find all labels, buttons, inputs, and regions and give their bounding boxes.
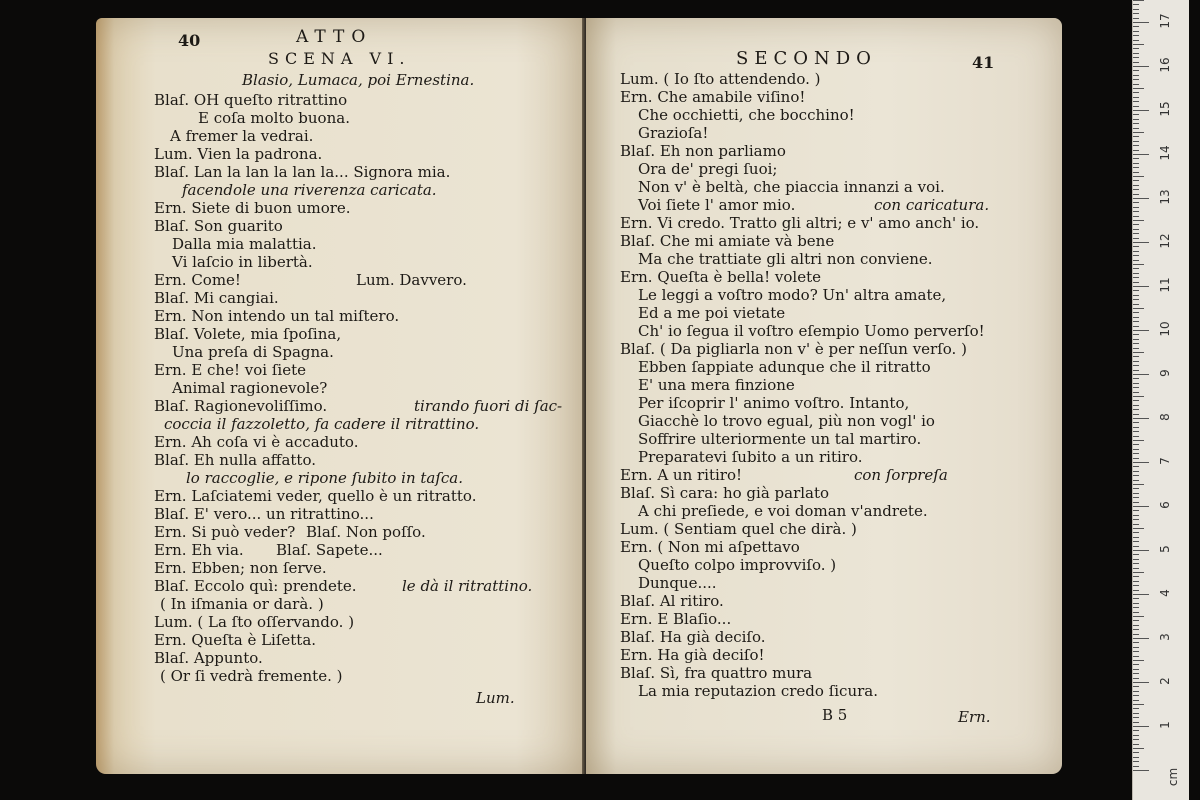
ruler-tick	[1133, 678, 1139, 679]
ruler-number: 7	[1158, 457, 1172, 465]
left-page-text-line: Ern. E che! voi ſiete	[154, 361, 306, 379]
ruler-tick	[1133, 462, 1149, 463]
ruler-unit-label: cm	[1166, 767, 1180, 787]
ruler-tick	[1133, 400, 1139, 401]
left-page-text-line: Ern. Ebben; non ſerve.	[154, 559, 327, 577]
ruler-tick	[1133, 321, 1139, 322]
left-page-text-line: Blaſ. Lan la lan la lan la... Signora mia.	[154, 163, 451, 181]
ruler-tick	[1133, 761, 1139, 762]
ruler-tick	[1133, 211, 1139, 212]
ruler-tick	[1133, 128, 1139, 129]
ruler-tick	[1133, 317, 1139, 318]
ruler-tick	[1133, 273, 1139, 274]
ruler-number: 17	[1158, 13, 1172, 29]
right-page-text-line: Che occhietti, che bocchino!	[638, 106, 855, 124]
ruler-tick	[1133, 163, 1139, 164]
left-page-text-line: Lum. Davvero.	[356, 271, 467, 289]
ruler-tick	[1133, 766, 1139, 767]
ruler-tick	[1133, 770, 1149, 771]
left-page-text-line: facendole una riverenza caricata.	[182, 181, 437, 199]
left-page-text-line: Blaſ. Mi cangiai.	[154, 289, 279, 307]
right-page-text-line: Grazioſa!	[638, 124, 709, 142]
left-page-text-line: Blaſ. Sapete...	[276, 541, 383, 559]
left-page-text-line: Dalla mia malattia.	[172, 235, 317, 253]
ruler-tick	[1133, 686, 1139, 687]
ruler-tick	[1133, 612, 1139, 613]
ruler-tick	[1133, 616, 1144, 617]
ruler-tick	[1133, 238, 1139, 239]
left-page-text-line: Blaſ. Appunto.	[154, 649, 263, 667]
ruler-tick	[1133, 744, 1139, 745]
ruler-tick	[1133, 691, 1139, 692]
left-page-text-line: ( Or ſi vedrà fremente. )	[160, 667, 343, 685]
ruler-tick	[1133, 268, 1139, 269]
ruler-tick	[1133, 48, 1139, 49]
ruler-tick	[1133, 290, 1139, 291]
ruler-tick	[1133, 233, 1139, 234]
right-page	[586, 18, 1062, 774]
ruler-tick	[1133, 735, 1139, 736]
ruler-tick	[1133, 110, 1149, 111]
ruler-tick	[1133, 88, 1144, 89]
ruler-tick	[1133, 40, 1139, 41]
ruler-number: 6	[1158, 501, 1172, 509]
ruler-tick	[1133, 198, 1149, 199]
ruler-tick	[1133, 299, 1139, 300]
ruler-tick	[1133, 251, 1139, 252]
left-page-text-line: ( In iſmania or darà. )	[160, 595, 324, 613]
right-page-text-line: con ſorpreſa	[854, 466, 948, 484]
right-page-text-line: Ern. E Blaſio...	[620, 610, 732, 628]
ruler-number: 8	[1158, 413, 1172, 421]
ruler-tick	[1133, 106, 1139, 107]
left-page-text-line: le dà il ritrattino.	[402, 577, 533, 595]
ruler-tick	[1133, 216, 1139, 217]
ruler-tick	[1133, 365, 1139, 366]
scene-characters: Blasio, Lumaca, poi Ernestina.	[242, 71, 475, 89]
right-page-text-line: Voi ſiete l' amor mio.	[638, 196, 796, 214]
ruler-number: 11	[1158, 277, 1172, 293]
right-page-text-line: Ern. ( Non mi aſpettavo	[620, 538, 800, 556]
ruler-tick	[1133, 651, 1139, 652]
right-page-text-line: Giacchè lo trovo egual, più non vogl' io	[638, 412, 935, 430]
right-page-text-line: Ern. Vi credo. Tratto gli altri; e v' amo anch' io.	[620, 214, 980, 232]
right-page-text-line: Ebben ſappiate adunque che il ritratto	[638, 358, 931, 376]
left-page-text-line: Lum. ( La ſto oſſervando. )	[154, 613, 355, 631]
ruler-tick	[1133, 141, 1139, 142]
ruler-tick	[1133, 396, 1144, 397]
ruler-tick	[1133, 427, 1139, 428]
ruler-tick	[1133, 176, 1144, 177]
ruler-tick	[1133, 440, 1144, 441]
ruler-number: 5	[1158, 545, 1172, 553]
left-page-text-line: Ern. Eh via.	[154, 541, 244, 559]
right-page-text-line: Blaſ. Che mi amiate và bene	[620, 232, 835, 250]
ruler-tick	[1133, 730, 1139, 731]
left-page-text-line: Blaſ. Eh nulla affatto.	[154, 451, 316, 469]
ruler-tick	[1133, 607, 1139, 608]
ruler-tick	[1133, 717, 1139, 718]
ruler-tick	[1133, 4, 1139, 5]
ruler-tick	[1133, 242, 1149, 243]
ruler-tick	[1133, 546, 1139, 547]
ruler-tick	[1133, 414, 1139, 415]
ruler-tick	[1133, 682, 1149, 683]
ruler-tick	[1133, 484, 1144, 485]
ruler-tick	[1133, 330, 1149, 331]
right-page-text-line: Soffrire ulteriormente un tal martiro.	[638, 430, 922, 448]
ruler-tick	[1133, 471, 1139, 472]
ruler-tick	[1133, 31, 1139, 32]
ruler-tick	[1133, 488, 1139, 489]
right-page-text-line: Non v' è beltà, che piaccia innanzi a voi.	[638, 178, 945, 196]
ruler-tick	[1133, 739, 1139, 740]
ruler-tick	[1133, 312, 1139, 313]
ruler-tick	[1133, 752, 1139, 753]
ruler-tick	[1133, 172, 1139, 173]
right-page-text-line: A chi preſiede, e voi doman v'andrete.	[638, 502, 928, 520]
ruler-tick	[1133, 308, 1144, 309]
ruler-tick	[1133, 66, 1149, 67]
ruler-tick	[1133, 497, 1139, 498]
ruler-tick	[1133, 422, 1139, 423]
ruler-tick	[1133, 647, 1139, 648]
ruler-number: 4	[1158, 589, 1172, 597]
left-page-text-line: Ern. Ah coſa vi è accaduto.	[154, 433, 359, 451]
ruler-tick	[1133, 418, 1149, 419]
ruler-number: 3	[1158, 633, 1172, 641]
ruler-tick	[1133, 572, 1144, 573]
ruler-tick	[1133, 348, 1139, 349]
ruler-tick	[1133, 70, 1139, 71]
left-page-text-line: E coſa molto buona.	[198, 109, 350, 127]
ruler-number: 2	[1158, 677, 1172, 685]
ruler-tick	[1133, 158, 1139, 159]
left-page-text-line: Ern. Siete di buon umore.	[154, 199, 351, 217]
ruler-tick	[1133, 431, 1139, 432]
ruler-tick	[1133, 123, 1139, 124]
ruler-tick	[1133, 255, 1139, 256]
left-page-text-line: lo raccoglie, e ripone ſubito in taſca.	[186, 469, 464, 487]
left-page-text-line: Ern. Non intendo un tal miſtero.	[154, 307, 400, 325]
ruler-tick	[1133, 757, 1139, 758]
ruler-tick	[1133, 436, 1139, 437]
ruler-tick	[1133, 326, 1139, 327]
page-number: 41	[972, 53, 995, 72]
ruler-tick	[1133, 590, 1139, 591]
ruler-tick	[1133, 22, 1149, 23]
ruler-tick	[1133, 9, 1139, 10]
ruler-tick	[1133, 150, 1139, 151]
left-page-text-line: Lum. Vien la padrona.	[154, 145, 323, 163]
ruler-tick	[1133, 581, 1139, 582]
ruler-tick	[1133, 18, 1139, 19]
ruler-tick	[1133, 75, 1139, 76]
ruler-tick	[1133, 528, 1144, 529]
right-page-text-line: Blaſ. ( Da pigliarla non v' è per neſſun verſo. )	[620, 340, 967, 358]
ruler-tick	[1133, 634, 1139, 635]
ruler-tick	[1133, 101, 1139, 102]
ruler-tick	[1133, 502, 1139, 503]
ruler-tick	[1133, 180, 1139, 181]
ruler-tick	[1133, 361, 1139, 362]
ruler-tick	[1133, 629, 1139, 630]
ruler-tick	[1133, 57, 1139, 58]
ruler-tick	[1133, 700, 1139, 701]
ruler-tick	[1133, 524, 1139, 525]
right-page-text-line: Blaſ. Sì, fra quattro mura	[620, 664, 813, 682]
ruler-tick	[1133, 224, 1139, 225]
ruler-tick	[1133, 286, 1149, 287]
running-head: ATTO	[296, 27, 373, 47]
scene-title: SCENA VI.	[268, 49, 411, 68]
running-head: SECONDO	[736, 48, 877, 69]
right-page-text-line: Ma che trattiate gli altri non conviene.	[638, 250, 933, 268]
ruler-tick	[1133, 541, 1139, 542]
ruler-tick	[1133, 625, 1139, 626]
ruler-tick	[1133, 295, 1139, 296]
ruler-tick	[1133, 537, 1139, 538]
right-page-text-line: Ern. Ha già deciſo!	[620, 646, 765, 664]
ruler-tick	[1133, 145, 1139, 146]
ruler-tick	[1133, 568, 1139, 569]
left-page-text-line: Animal ragionevole?	[172, 379, 328, 397]
ruler-tick	[1133, 352, 1144, 353]
ruler-tick	[1133, 114, 1139, 115]
ruler-tick	[1133, 220, 1144, 221]
ruler-tick	[1133, 26, 1139, 27]
ruler-tick	[1133, 480, 1139, 481]
ruler-tick	[1133, 594, 1149, 595]
ruler-tick	[1133, 603, 1139, 604]
ruler-number: 9	[1158, 369, 1172, 377]
ruler-tick	[1133, 519, 1139, 520]
ruler-tick	[1133, 334, 1139, 335]
ruler-tick	[1133, 167, 1139, 168]
right-page-text-line: Preparatevi ſubito a un ritiro.	[638, 448, 863, 466]
right-page-text-line: E' una mera finzione	[638, 376, 795, 394]
right-page-text-line: Ora de' pregi ſuoi;	[638, 160, 778, 178]
ruler-tick	[1133, 343, 1139, 344]
ruler-tick	[1133, 466, 1139, 467]
left-page-text-line: Blaſ. Ragionevoliſſimo.	[154, 397, 328, 415]
ruler-tick	[1133, 229, 1139, 230]
left-page-text-line: Blaſ. OH queſto ritrattino	[154, 91, 348, 109]
ruler-tick	[1133, 449, 1139, 450]
ruler-tick	[1133, 444, 1139, 445]
ruler-tick	[1133, 35, 1139, 36]
ruler-tick	[1133, 563, 1139, 564]
ruler-tick	[1133, 559, 1139, 560]
ruler-number: 13	[1158, 189, 1172, 205]
ruler-tick	[1133, 598, 1139, 599]
left-page-text-line: Blaſ. E' vero... un ritrattino...	[154, 505, 374, 523]
left-page-text-line: Blaſ. Non poſſo.	[306, 523, 426, 541]
ruler-tick	[1133, 673, 1139, 674]
ruler-tick	[1133, 304, 1139, 305]
left-page-text-line: coccia il fazzoletto, fa cadere il ritrattino.	[164, 415, 480, 433]
ruler-tick	[1133, 136, 1139, 137]
left-page-text-line: Vi laſcio in libertà.	[172, 253, 313, 271]
ruler-tick	[1133, 260, 1139, 261]
right-page-text-line: Queſto colpo improvviſo. )	[638, 556, 837, 574]
ruler-tick	[1133, 554, 1139, 555]
left-page-text-line: Blaſ. Volete, mia ſpoſina,	[154, 325, 342, 343]
ruler-tick	[1133, 374, 1149, 375]
ruler-tick	[1133, 392, 1139, 393]
measurement-ruler	[1132, 0, 1189, 800]
left-page-text-line: Blaſ. Son guarito	[154, 217, 283, 235]
right-page-text-line: Lum. ( Io ſto attendendo. )	[620, 70, 821, 88]
ruler-tick	[1133, 726, 1149, 727]
right-page-text-line: Blaſ. Eh non parliamo	[620, 142, 786, 160]
left-page-text-line: Ern. Laſciatemi veder, quello è un ritratto.	[154, 487, 477, 505]
ruler-tick	[1133, 669, 1139, 670]
ruler-tick	[1133, 532, 1139, 533]
left-page-text-line: tirando fuori di ſac-	[414, 397, 563, 415]
ruler-number: 15	[1158, 101, 1172, 117]
ruler-tick	[1133, 185, 1139, 186]
ruler-tick	[1133, 84, 1139, 85]
ruler-tick	[1133, 132, 1144, 133]
page-number: 40	[178, 31, 201, 50]
left-page-text-line: Una preſa di Spagna.	[172, 343, 334, 361]
right-page-text-line: Ern. Queſta è bella! volete	[620, 268, 821, 286]
ruler-tick	[1133, 585, 1139, 586]
ruler-tick	[1133, 378, 1139, 379]
ruler-tick	[1133, 339, 1139, 340]
ruler-tick	[1133, 282, 1139, 283]
ruler-tick	[1133, 660, 1144, 661]
right-page-text-line: Ern. Che amabile viſino!	[620, 88, 806, 106]
left-page-text-line: Ern. Come!	[154, 271, 241, 289]
right-page-text-line: Blaſ. Al ritiro.	[620, 592, 724, 610]
ruler-tick	[1133, 387, 1139, 388]
ruler-tick	[1133, 92, 1139, 93]
right-page-text-line: Blaſ. Sì cara: ho già parlato	[620, 484, 830, 502]
ruler-tick	[1133, 510, 1139, 511]
left-page-text-line: Blaſ. Eccolo quì: prendete.	[154, 577, 357, 595]
ruler-tick	[1133, 713, 1139, 714]
ruler-number: 14	[1158, 145, 1172, 161]
ruler-tick	[1133, 638, 1149, 639]
ruler-tick	[1133, 53, 1139, 54]
ruler-tick	[1133, 704, 1144, 705]
right-page-text-line: La mia reputazion credo ſicura.	[638, 682, 878, 700]
ruler-tick	[1133, 748, 1144, 749]
left-page-text-line: Ern. Queſta è Liſetta.	[154, 631, 317, 649]
ruler-tick	[1133, 207, 1139, 208]
ruler-tick	[1133, 189, 1139, 190]
ruler-tick	[1133, 154, 1149, 155]
ruler-tick	[1133, 97, 1139, 98]
ruler-tick	[1133, 119, 1139, 120]
ruler-tick	[1133, 656, 1139, 657]
ruler-tick	[1133, 405, 1139, 406]
ruler-tick	[1133, 13, 1139, 14]
left-page-text-line: Ern. Si può veder?	[154, 523, 296, 541]
ruler-tick	[1133, 506, 1149, 507]
ruler-tick	[1133, 370, 1139, 371]
right-page-text-line: con caricatura.	[874, 196, 990, 214]
ruler-tick	[1133, 383, 1139, 384]
ruler-tick	[1133, 453, 1139, 454]
right-page-text-line: Lum. ( Sentiam quel che dirà. )	[620, 520, 857, 538]
ruler-number: 1	[1158, 721, 1172, 729]
ruler-tick	[1133, 246, 1139, 247]
ruler-tick	[1133, 409, 1139, 410]
right-page-text-line: Ern. A un ritiro!	[620, 466, 743, 484]
ruler-tick	[1133, 356, 1139, 357]
ruler-tick	[1133, 695, 1139, 696]
right-page-text-line: Dunque....	[638, 574, 717, 592]
left-page-text-line: Lum.	[476, 689, 515, 707]
left-page-text-line: A fremer la vedrai.	[170, 127, 314, 145]
ruler-tick	[1133, 475, 1139, 476]
ruler-tick	[1133, 722, 1139, 723]
ruler-tick	[1133, 550, 1149, 551]
ruler-tick	[1133, 194, 1139, 195]
ruler-tick	[1133, 202, 1139, 203]
ruler-tick	[1133, 277, 1139, 278]
right-page-text-line: B 5	[822, 706, 848, 724]
ruler-tick	[1133, 44, 1144, 45]
ruler-tick	[1133, 493, 1139, 494]
ruler-tick	[1133, 708, 1139, 709]
ruler-number: 10	[1158, 321, 1172, 337]
ruler-tick	[1133, 0, 1144, 1]
ruler-tick	[1133, 576, 1139, 577]
ruler-tick	[1133, 515, 1139, 516]
ruler-number: 16	[1158, 57, 1172, 73]
ruler-tick	[1133, 664, 1139, 665]
ruler-tick	[1133, 79, 1139, 80]
right-page-text-line: Ern.	[958, 708, 991, 726]
right-page-text-line: Ed a me poi vietate	[638, 304, 786, 322]
ruler-tick	[1133, 458, 1139, 459]
ruler-tick	[1133, 620, 1139, 621]
right-page-text-line: Le leggi a voſtro modo? Un' altra amate,	[638, 286, 947, 304]
ruler-tick	[1133, 264, 1144, 265]
right-page-text-line: Per iſcoprir l' animo voſtro. Intanto,	[638, 394, 910, 412]
ruler-tick	[1133, 642, 1139, 643]
ruler-number: 12	[1158, 233, 1172, 249]
left-page	[96, 18, 584, 774]
right-page-text-line: Ch' io ſegua il voſtro eſempio Uomo perverſo!	[638, 322, 985, 340]
ruler-tick	[1133, 62, 1139, 63]
right-page-text-line: Blaſ. Ha già deciſo.	[620, 628, 766, 646]
